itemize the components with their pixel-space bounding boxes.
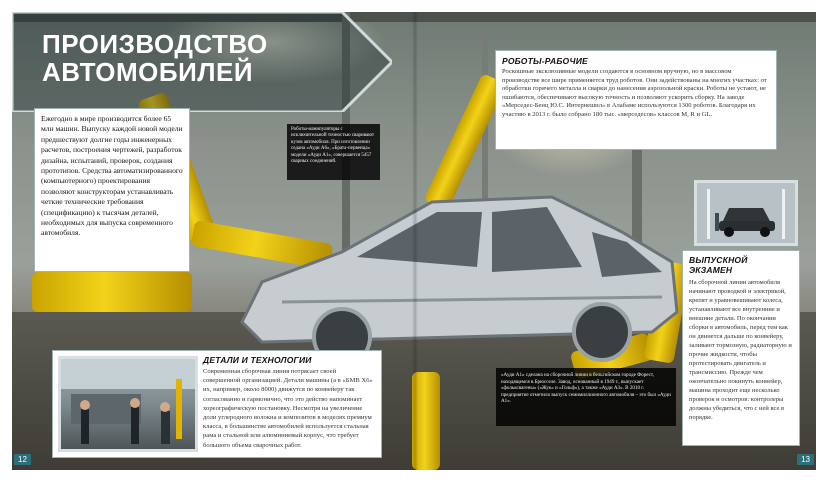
robot-caption <box>287 124 380 180</box>
exam-panel <box>682 250 800 446</box>
car-icon <box>697 183 795 243</box>
title-line-2: АВТОМОБИЛЕЙ <box>42 57 254 87</box>
exam-photo <box>694 180 798 246</box>
car-body-illustration <box>222 172 692 372</box>
robot-caption-text: Роботы-манипуляторы с исключительной точностью сваривают кузов автомобиля. При изготовлении седана «Ауди А6», «Брата-первенца» модели «Ауди А1», совершается 5457 сварных соединений. <box>291 127 375 165</box>
robots-text: Роскошные эксклюзивные модели создаются в основном вручную, но в массовом производстве все шире применяется труд роботов. Они задействованы на многих участках: от обработки горячего металла и сварки до нанесения аэрозольной краски. Роботы не устают, не ошибаются, обеспечивают высокую точность и позволяют ускорить сборку. На заводе «Мерседес-Бенц Ю.С. Интернешнл» в Алабаме используются 1300 роботов. Благодаря их участию в 2013 г. было собрано 180 тыс. «мерседесов» классов M, R и GL. <box>502 68 767 118</box>
book-spread <box>12 12 816 470</box>
audi-caption-text: «Ауди А1» сделана на сборочной линии в бельгийском городе Форест, находящемся в Брюсселе. Завод, основанный в 1949 г., выпускает «фольксвагены» («Жук» и «Гольф»), а также «Ауди А3». В 2010 г. предприятие отметило выпуск семимиллионного автомобиля – это был «Ауди А1». <box>501 372 671 405</box>
workers-illustration <box>61 359 195 449</box>
intro-panel <box>34 108 190 272</box>
exam-text: На сборочной линии автомобиля начинают проводкой и электрикой, крепят и уравновешивают колеса, устанавливают все внутренние и внешние детали. По окончании сборки в автомобиль, перед тем как он двинется дальше по конвейеру, заливают тормозную, радиаторную и прочие жидкости, чтобы протестировать двигатель и трансмиссию. Прежде чем окончательно покинуть конвейер, машина проходит еще несколько проверок и осмотров: контролеры должны убедиться, что с ней все в порядке. <box>689 279 792 421</box>
robots-panel <box>495 50 777 150</box>
details-photo <box>58 356 198 452</box>
robots-heading: РОБОТЫ-РАБОЧИЕ <box>502 56 588 66</box>
exam-heading: ВЫПУСКНОЙ ЭКЗАМЕН <box>689 255 748 275</box>
page-number-left: 12 <box>14 454 31 465</box>
details-text: Современная сборочная линия потрясает своей совершенной организацией. Детали машины (а в «БМВ Х6» их, например, около 8000) движутся по конвейеру так согласованно и гармонично, что это действо напоминает хореографическую постановку. Несмотря на увеличение доли углеродного волокна и композитов в моделях премиум класса, в большинстве автомобилей используется стальная рама и стальной или алюминиевый корпус, что требует большого объема сварочных работ. <box>203 368 373 449</box>
intro-text: Ежегодно в мире производится более 65 млн машин. Выпуску каждой новой модели предшествуют долгие годы инженерных расчетов, построения чертежей, разработок дизайна, испытаний, проверок, создания прототипов. Средства автоматизированного (компьютерного) проектирования позволяют конструкторам устанавливать четкие технические требования (спецификацию) к тысячам деталей, необходимых для выпуска современного автомобиля. <box>41 114 183 238</box>
page-number-right: 13 <box>797 454 814 465</box>
title-line-1: ПРОИЗВОДСТВО <box>42 29 268 59</box>
center-fold <box>412 12 418 470</box>
title <box>42 30 268 86</box>
audi-caption <box>496 368 676 426</box>
details-heading: ДЕТАЛИ И ТЕХНОЛОГИИ <box>203 355 312 365</box>
